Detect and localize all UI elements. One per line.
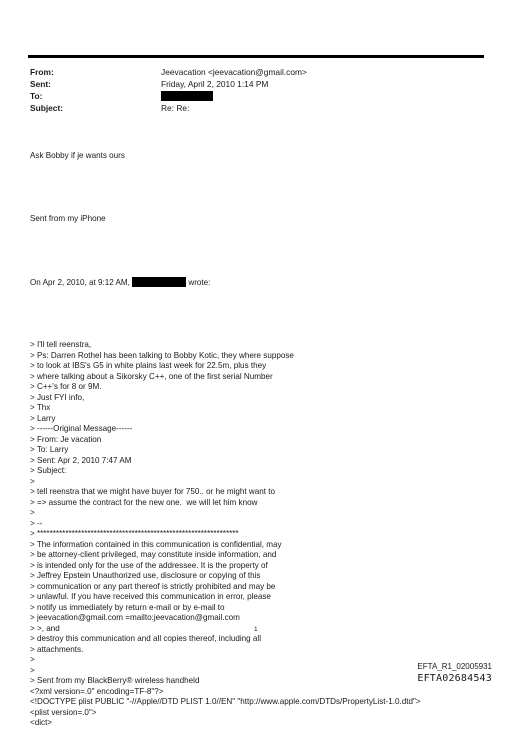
quoted-line: > **************************************************************** <box>30 529 239 538</box>
quoted-line: > Sent: Apr 2, 2010 7:47 AM <box>30 455 132 465</box>
sent-label: Sent: <box>30 79 51 89</box>
sent-value: Friday, April 2, 2010 1:14 PM <box>161 79 269 89</box>
quoted-line: > Subject: <box>30 466 67 475</box>
from-value: Jeevacation <jeevacation@gmail.com> <box>161 67 307 77</box>
quoted-line: <?xml version=.0" encoding=TF-8"?> <box>30 686 164 696</box>
quoted-line: > C++'s for 8 or 9M. <box>30 382 102 391</box>
from-label: From: <box>30 67 54 77</box>
quoted-line: > => assume the contract for the new one. we will let him know <box>30 497 258 507</box>
quoted-line: > tell reenstra that we might have buyer for 750.. or he might want to <box>30 487 275 496</box>
quoted-line: > attachments. <box>30 644 84 654</box>
quoted-line: > to look at IBS's G5 in white plains last week for 22.5m, plus they <box>30 361 267 370</box>
body-line: Ask Bobby if je wants ours <box>30 151 125 160</box>
quoted-line: > ------Original Message------ <box>30 424 133 433</box>
quoted-line: > unlawful. If you have received this communication in error, please <box>30 592 271 601</box>
wrote-prefix: On Apr 2, 2010, at 9:12 AM, <box>30 278 130 287</box>
quoted-line: > To: Larry <box>30 445 69 454</box>
quoted-line: > Thx <box>30 403 51 412</box>
quoted-line: > destroy this communication and all copies thereof, including all <box>30 634 262 643</box>
quoted-line: <plist version=.0"> <box>30 707 97 717</box>
subject-value: Re: Re: <box>161 103 190 113</box>
body-line: Sent from my iPhone <box>30 214 106 223</box>
quoted-text <box>30 340 482 729</box>
quoted-line: > jeevacation@gmail.com =mailto:jeevacation@gmail.com <box>30 613 240 622</box>
quoted-line: > -- <box>30 518 43 528</box>
quoted-line: > where talking about a Sikorsky C++, one of the first serial Number <box>30 371 273 381</box>
quoted-line: > >, and <box>30 623 60 633</box>
quoted-line: > be attorney-client privileged, may constitute inside information, and <box>30 550 277 559</box>
page-number: 1 <box>254 626 258 633</box>
quoted-line: > <box>30 508 35 517</box>
quoted-line: <dict> <box>30 718 53 727</box>
quoted-line: > Just FYI info, <box>30 392 85 402</box>
bates-id-large: EFTA02684543 <box>417 673 492 684</box>
quoted-line: > I'll tell reenstra, <box>30 340 92 349</box>
quoted-line: > Ps: Darren Rothel has been talking to Bobby Kotic, they where suppose <box>30 350 294 360</box>
wrote-line <box>30 277 482 288</box>
quoted-line: > <box>30 655 35 664</box>
quoted-line: > <box>30 476 35 486</box>
email-body <box>30 130 482 739</box>
quoted-line: > Larry <box>30 413 56 423</box>
quoted-line: > <box>30 665 35 675</box>
quoted-line: > Sent from my BlackBerry® wireless handheld <box>30 676 200 685</box>
quoted-line: > is intended only for the use of the addressee. It is the property of <box>30 560 268 570</box>
quoted-line: > Jeffrey Epstein Unauthorized use, disclosure or copying of this <box>30 571 261 580</box>
quoted-line: > The information contained in this communication is confidential, may <box>30 539 282 549</box>
wrote-suffix: wrote: <box>188 278 211 287</box>
header-rule <box>28 55 484 58</box>
quoted-line: > From: Je vacation <box>30 434 102 444</box>
to-value-redacted <box>161 91 213 102</box>
redaction-block <box>132 277 186 287</box>
quoted-line: > notify us immediately by return e-mail or by e-mail to <box>30 602 225 612</box>
to-label: To: <box>30 91 43 101</box>
quoted-line: > communication or any part thereof is strictly prohibited and may be <box>30 581 276 591</box>
bates-id-small: EFTA_R1_02005931 <box>417 662 492 671</box>
subject-label: Subject: <box>30 103 64 113</box>
quoted-line: <!DOCTYPE plist PUBLIC "-//Apple//DTD PLIST 1.0//EN" "http://www.apple.com/DTDs/PropertyList-1.0.dtd"> <box>30 697 421 706</box>
